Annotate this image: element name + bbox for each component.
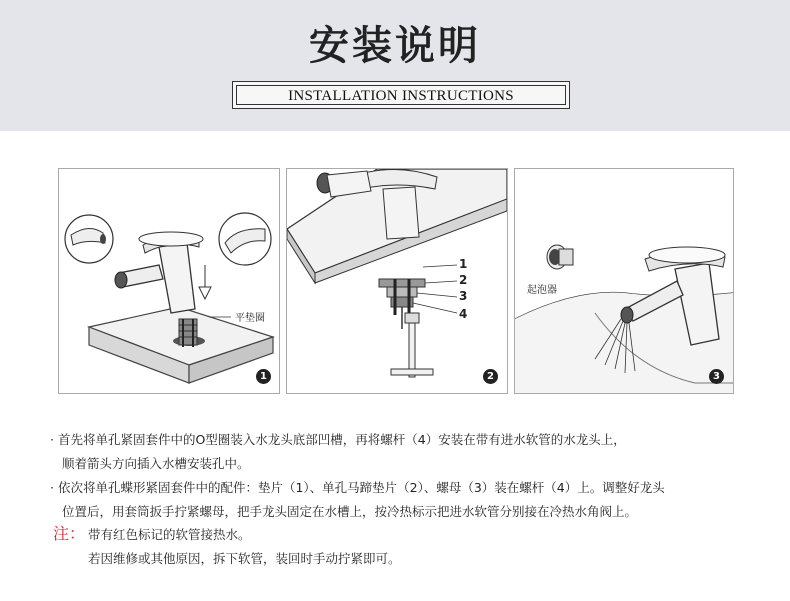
instruction-line-2: 顺着箭头方向插入水槽安装孔中。	[62, 456, 250, 471]
page-title: 安装说明	[309, 22, 481, 69]
instruction-line-4: 位置后，用套筒扳手拧紧螺母，把手龙头固定在水槽上，按冷热标示把进水软管分别接在冷热水角阀上。	[62, 504, 638, 519]
instruction-line-1: · 首先将单孔紧固套件中的O型圈装入水龙头底部凹槽，再将螺杆（4）安装在带有进水软管的水龙头上，	[50, 432, 626, 447]
note-mark: 注：	[53, 524, 86, 543]
step-3-badge: 3	[709, 369, 724, 384]
washer-label: 平垫圈	[235, 313, 265, 324]
step-2-panel	[286, 168, 508, 394]
part-1-label: 1	[459, 257, 468, 271]
subtitle-inner-frame	[236, 85, 566, 105]
step-2-badge: 2	[483, 369, 498, 384]
header-band	[0, 0, 790, 131]
part-2-label: 2	[459, 273, 468, 287]
step-1-badge: 1	[256, 369, 271, 384]
note-line-1: 带有红色标记的软管接热水。	[88, 527, 251, 542]
step-1-panel	[58, 168, 280, 394]
step-2-illustration	[287, 169, 507, 393]
part-3-label: 3	[459, 289, 468, 303]
note-line-2: 若因维修或其他原因，拆下软管，装回时手动拧紧即可。	[88, 551, 401, 566]
instruction-line-3: · 依次将单孔蝶形紧固套件中的配件：垫片（1）、单孔马蹄垫片（2）、螺母（3）装在螺杆（4）上。调整好龙头	[50, 480, 665, 495]
page-subtitle: INSTALLATION INSTRUCTIONS	[288, 88, 514, 104]
aerator-label: 起泡器	[527, 285, 557, 296]
step-1-illustration	[59, 169, 279, 393]
step-3-panel	[514, 168, 734, 394]
subtitle-frame	[232, 81, 570, 109]
part-4-label: 4	[459, 307, 468, 321]
